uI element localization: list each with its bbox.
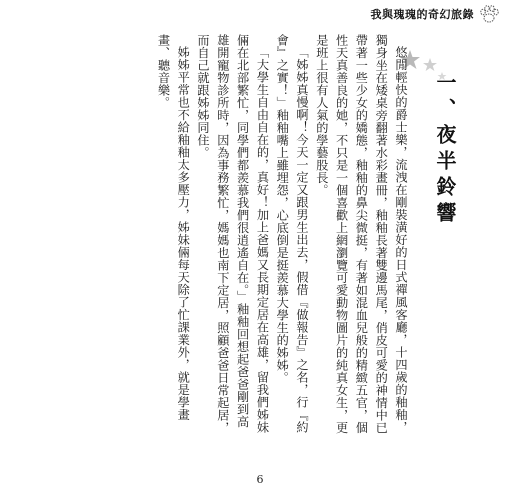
running-header [371,4,501,24]
body-text [120,34,410,436]
page-number: 6 [256,473,264,486]
paragraph: 「姊姊真慢啊！今天一定又跟男生出去，假借『做報告』之名，行『約會』之實！」釉釉嘴上雖埋怨，心底倒是挺羨慕大學生的姊姊。 [275,34,310,434]
chapter-title: 一、夜半鈴響 [433,72,457,228]
paragraph: 悠閒輕快的爵士樂，流洩在剛裝潢好的日式禪風客廳，十四歲的釉釉，獨身坐在矮桌旁翻著水彩畫冊，釉釉長著雙邊馬尾，俏皮可愛的神情中已帶著一些少女的嬌態，釉釉的鼻尖微挺，有著如混血兒般的精緻五官，個性天真善良的她，不只是一個喜歡上網瀏覽可愛動物圖片的純真女生，更是班上很有人氣的學藝股長。 [314,34,408,434]
paragraph: 「大學生自由自在的，真好！加上爸媽又長期定居在高雄，留我們姊妹倆在北部繁忙，同學們都羨慕我們很逍遙自在。」釉釉回想起爸爸剛到高雄開寵物診所時，因為事務繁忙，媽媽也南下定居，照顧爸爸日常起居，而自己就跟姊姊同住。 [196,34,270,434]
paw-print-icon [478,4,500,24]
book-title: 我與瑰瑰的奇幻旅錄 [370,8,474,21]
paragraph: 姊姊平常也不給釉釉太多壓力，姊妹倆每天除了忙課業外，就是學畫畫、聽音樂。 [156,34,191,422]
